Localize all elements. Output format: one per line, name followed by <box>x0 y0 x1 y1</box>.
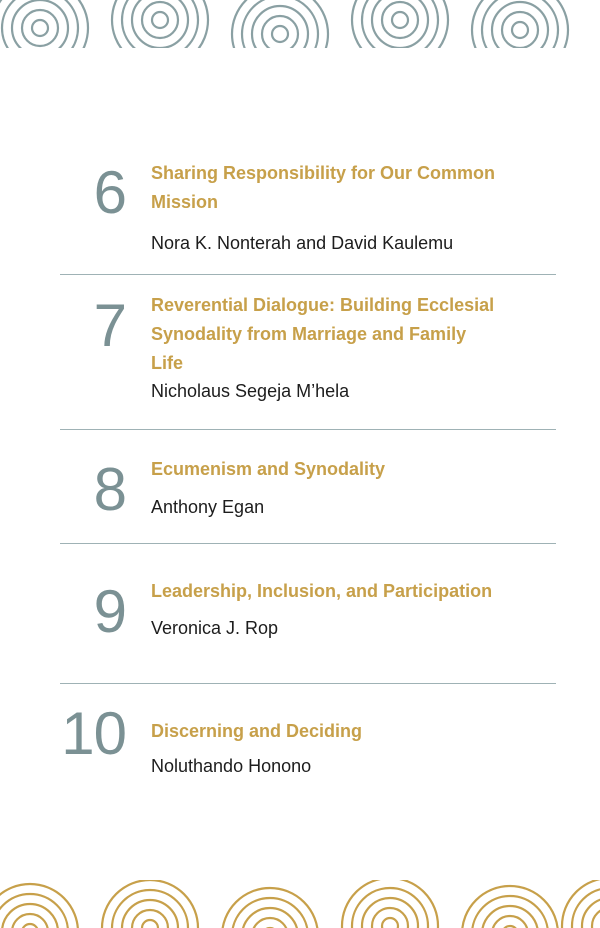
divider <box>60 429 556 430</box>
chapter-number: 8 <box>93 456 126 523</box>
chapter-author: Anthony Egan <box>151 497 265 517</box>
divider <box>60 683 556 684</box>
chapter-title-line: Reverential Dialogue: Building Ecclesial <box>151 295 495 315</box>
chapter-number: 9 <box>93 578 126 645</box>
chapter-number: 10 <box>61 700 126 767</box>
chapter-number: 7 <box>93 292 126 359</box>
chapter-title[interactable] <box>151 455 541 484</box>
chapter-title-line: Ecumenism and Synodality <box>151 459 386 479</box>
chapter-title[interactable] <box>151 717 541 746</box>
chapter-title-line: Leadership, Inclusion, and Participation <box>151 581 493 601</box>
chapter-author: Noluthando Honono <box>151 756 312 776</box>
chapter-title[interactable] <box>151 577 541 606</box>
concentric-arcs-pattern-top <box>0 0 600 48</box>
concentric-arcs-pattern-bottom <box>0 880 600 928</box>
chapter-author: Nora K. Nonterah and David Kaulemu <box>151 233 454 253</box>
chapter-title[interactable] <box>151 159 541 217</box>
bottom-decorative-band <box>0 880 600 928</box>
divider <box>60 274 556 275</box>
divider <box>60 543 556 544</box>
chapter-title-line: Sharing Responsibility for Our Common <box>151 163 496 183</box>
chapter-author: Veronica J. Rop <box>151 618 279 638</box>
chapter-title-line: Life <box>151 353 184 373</box>
chapter-title-line: Synodality from Marriage and Family <box>151 324 467 344</box>
chapter-title[interactable] <box>151 291 541 378</box>
chapter-title-line: Discerning and Deciding <box>151 721 363 741</box>
top-decorative-band <box>0 0 600 48</box>
chapter-title-line: Mission <box>151 192 219 212</box>
chapter-number: 6 <box>93 159 126 226</box>
chapter-author: Nicholaus Segeja M’hela <box>151 381 350 401</box>
